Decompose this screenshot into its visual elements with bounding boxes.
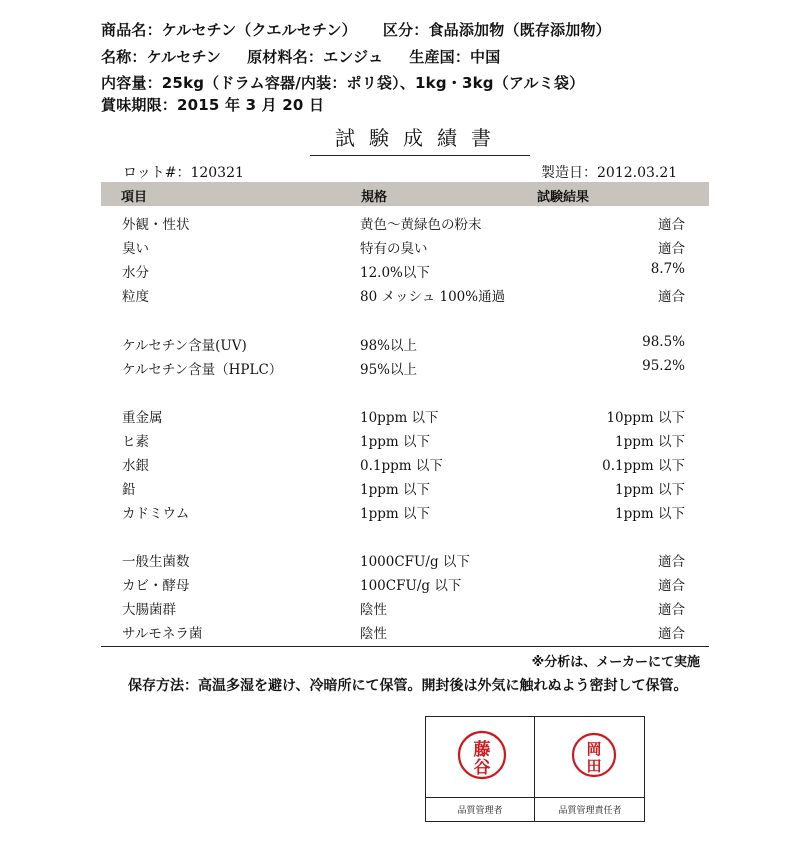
- header-spec: 規格: [361, 190, 388, 205]
- signature-label-rule: [426, 797, 644, 798]
- table-row: [0, 574, 800, 596]
- row-item: 鉛: [122, 482, 136, 498]
- generic-name: 名称：ケルセチン: [101, 48, 222, 66]
- row-result: 適合: [658, 602, 685, 618]
- row-result: 適合: [658, 217, 685, 233]
- row-spec: 陰性: [360, 626, 387, 642]
- document-title: 試験成績書: [310, 122, 530, 156]
- table-row: [0, 213, 800, 235]
- category: 区分：食品添加物（既存添加物）: [382, 21, 611, 39]
- row-spec: 陰性: [360, 602, 387, 618]
- header-item: 項目: [121, 190, 148, 205]
- row-item: 一般生菌数: [122, 554, 190, 570]
- row-spec: 1ppm 以下: [360, 482, 430, 498]
- row-result: 98.5%: [642, 334, 685, 350]
- quality-chief-seal-text-bottom: 田: [586, 757, 602, 775]
- row-result: 適合: [658, 554, 685, 570]
- quality-chief-seal-icon: [568, 729, 620, 781]
- row-result: 10ppm 以下: [606, 410, 685, 426]
- row-spec: 0.1ppm 以下: [360, 458, 443, 474]
- signature-box: [425, 716, 645, 822]
- row-spec: 特有の臭い: [360, 241, 428, 257]
- table-row: [0, 598, 800, 620]
- row-item: 臭い: [122, 241, 149, 257]
- manufacture-date: 製造日：2012.03.21: [537, 162, 687, 183]
- quality-chief-seal-text-top: 岡: [586, 740, 602, 758]
- raw-material: 原材料名：エンジュ: [247, 48, 384, 66]
- header-line-2: [101, 46, 526, 67]
- row-item: ヒ素: [122, 434, 149, 450]
- table-row: [0, 622, 800, 644]
- row-result: 0.1ppm 以下: [602, 458, 685, 474]
- row-result: 8.7%: [650, 261, 685, 277]
- quality-chief-label: 品質管理責任者: [558, 806, 622, 816]
- row-result: 1ppm 以下: [615, 434, 685, 450]
- analysis-note: ※分析は、メーカーにて実施: [531, 655, 700, 670]
- quality-manager-seal-icon: [454, 727, 510, 783]
- row-spec: 12.0%以下: [360, 265, 430, 281]
- table-row: [0, 454, 800, 476]
- row-spec: 98%以上: [360, 338, 418, 354]
- table-row: [0, 358, 800, 380]
- row-result: 適合: [658, 578, 685, 594]
- header-result: 試験結果: [537, 190, 590, 205]
- table-row: [0, 285, 800, 307]
- table-bottom-rule: [101, 646, 709, 647]
- header-content-amount: 内容量：25kg（ドラム容器/内装：ポリ袋）、1kg・3kg（アルミ袋）: [101, 74, 585, 92]
- table-row: [0, 478, 800, 500]
- row-item: 外観・性状: [122, 217, 190, 233]
- origin-country: 生産国：中国: [409, 48, 501, 66]
- lot-number: ロット#：120321: [101, 162, 263, 183]
- row-result: 1ppm 以下: [615, 482, 685, 498]
- row-spec: 1ppm 以下: [360, 434, 430, 450]
- signature-divider: [534, 717, 535, 821]
- table-row: [0, 550, 800, 572]
- row-item: 重金属: [122, 410, 163, 426]
- row-item: 水銀: [122, 458, 149, 474]
- table-row: [0, 237, 800, 259]
- row-item: 大腸菌群: [122, 602, 176, 618]
- table-row: [0, 430, 800, 452]
- table-row: [0, 261, 800, 283]
- quality-manager-seal-text-top: 藤: [473, 740, 491, 760]
- row-item: カビ・酵母: [122, 578, 190, 594]
- row-item: サルモネラ菌: [122, 626, 203, 642]
- row-result: 適合: [658, 626, 685, 642]
- header-line-1: [101, 19, 637, 40]
- row-spec: 1000CFU/g 以下: [360, 554, 470, 570]
- product-name: 商品名：ケルセチン（クエルセチン）: [101, 21, 357, 39]
- row-spec: 1ppm 以下: [360, 506, 430, 522]
- table-row: [0, 334, 800, 356]
- row-result: 95.2%: [642, 358, 685, 374]
- row-item: 粒度: [122, 289, 149, 305]
- row-item: ケルセチン含量(UV): [122, 338, 247, 354]
- quality-manager-label: 品質管理者: [457, 806, 503, 816]
- row-item: カドミウム: [122, 506, 190, 522]
- row-item: ケルセチン含量（HPLC）: [122, 362, 283, 378]
- row-result: 適合: [658, 241, 685, 257]
- table-header: [101, 182, 709, 206]
- storage-method: 保存方法：高温多湿を避け、冷暗所にて保管。開封後は外気に触れぬよう密封して保管。: [128, 678, 688, 694]
- header-expiry: 賞味期限：2015 年 3 月 20 日: [101, 96, 325, 114]
- row-spec: 100CFU/g 以下: [360, 578, 462, 594]
- table-row: [0, 406, 800, 428]
- row-item: 水分: [122, 265, 149, 281]
- row-spec: 黄色～黄緑色の粉末: [360, 217, 482, 233]
- quality-manager-seal-text-bottom: 谷: [473, 758, 491, 778]
- row-spec: 80 メッシュ 100%通過: [360, 289, 506, 305]
- row-result: 適合: [658, 289, 685, 305]
- table-row: [0, 502, 800, 524]
- row-spec: 10ppm 以下: [360, 410, 439, 426]
- row-spec: 95%以上: [360, 362, 418, 378]
- row-result: 1ppm 以下: [615, 506, 685, 522]
